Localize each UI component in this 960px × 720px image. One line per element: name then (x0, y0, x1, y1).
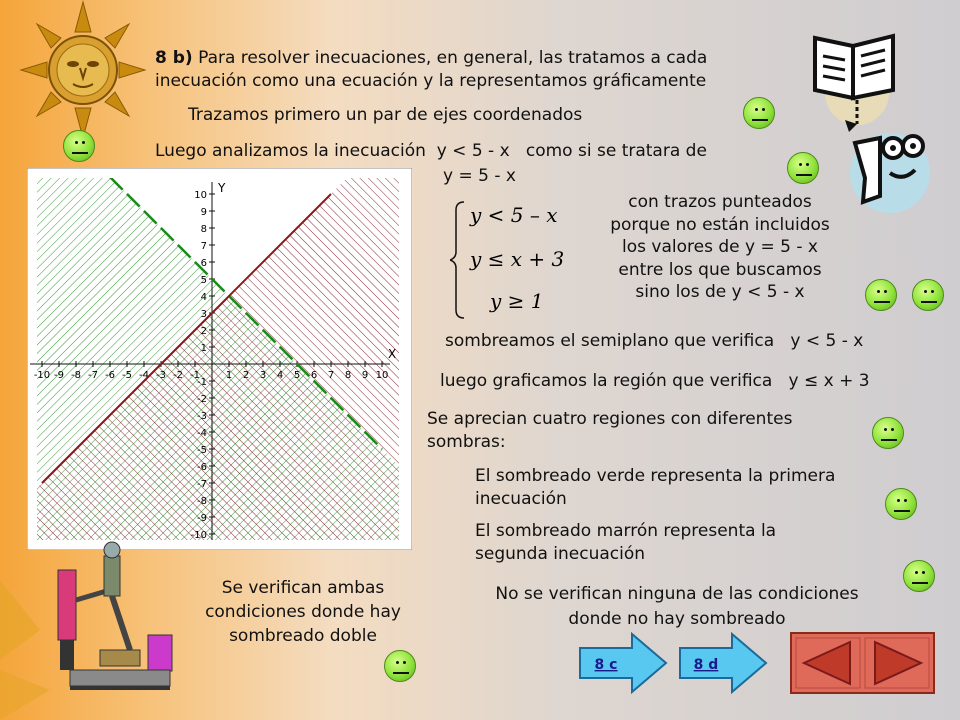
brown-region-line-1: El sombreado marrón representa la (475, 521, 777, 541)
shade-step-text: sombreamos el semiplano que verifica (445, 331, 775, 351)
dotted-note-line: porque no están incluidos (610, 214, 830, 235)
y-tick-label: -8 (197, 496, 207, 507)
dotted-note-line: los valores de y = 5 - x (622, 237, 818, 257)
shade-step (445, 330, 863, 352)
double-shade-note (188, 576, 418, 648)
y-tick-label: -7 (197, 479, 207, 490)
x-tick-label: 5 (293, 370, 301, 381)
header-line-1 (155, 47, 707, 69)
double-shade-line: sombreado doble (229, 626, 377, 646)
y-tick-label: 10 (194, 190, 207, 201)
y-tick-label: 5 (200, 275, 207, 286)
regions-line-1: Se aprecian cuatro regiones con diferentes (427, 409, 793, 429)
x-tick-label: 6 (310, 370, 318, 381)
prev-arrow-button[interactable] (796, 638, 860, 688)
analyze-prefix: Luego analizamos la inecuación (155, 141, 426, 161)
y-tick-label: 8 (200, 224, 207, 235)
x-tick-label: 4 (276, 370, 284, 381)
sun-icon (18, 0, 148, 150)
graph-step-inequality: y ≤ x + 3 (788, 371, 870, 391)
double-shade-line: Se verifican ambas (221, 578, 385, 598)
graph-step (440, 370, 870, 392)
inequality-system (450, 196, 580, 324)
dotted-note-line: entre los que buscamos (618, 259, 822, 280)
smiley-icon[interactable] (903, 560, 935, 592)
smiley-icon[interactable] (63, 130, 95, 162)
system-eq-2: y ≤ x + 3 (470, 247, 565, 271)
x-tick-label: -3 (156, 370, 166, 381)
shade-step-inequality: y < 5 - x (790, 331, 864, 351)
x-tick-label: -5 (122, 370, 132, 381)
y-tick-label: -3 (197, 411, 207, 422)
smiley-icon[interactable] (872, 417, 904, 449)
smiley-icon[interactable] (885, 488, 917, 520)
y-tick-label: 9 (200, 207, 207, 218)
book-icon (805, 28, 905, 128)
x-tick-label: 2 (242, 370, 250, 381)
x-tick-label: 8 (344, 370, 352, 381)
nav-prev-next-panel (790, 632, 935, 694)
smiley-icon[interactable] (865, 279, 897, 311)
step-axes: Trazamos primero un par de ejes coordenados (188, 105, 583, 125)
green-region-line-1: El sombreado verde representa la primera (475, 466, 836, 486)
dotted-note-line: con trazos punteados (628, 192, 812, 212)
x-tick-label: 9 (361, 370, 369, 381)
y-tick-label: -2 (197, 394, 207, 405)
graph-step-text: luego graficamos la región que verifica (440, 371, 773, 391)
y-tick-label: -5 (197, 445, 207, 456)
y-tick-label: 7 (200, 241, 207, 252)
regions-line-2: sombras: (427, 432, 506, 452)
x-tick-label: 10 (375, 370, 389, 381)
inequality-graph (27, 168, 412, 550)
robot-icon (0, 520, 180, 720)
x-tick-label: 1 (225, 370, 233, 381)
smiley-icon[interactable] (743, 97, 775, 129)
nav-8c-label: 8 c (594, 657, 618, 673)
analyze-inequality: y < 5 - x (436, 141, 510, 161)
step-analyze (155, 140, 707, 162)
y-tick-label: 2 (200, 326, 207, 337)
system-eq-1: y < 5 – x (470, 203, 558, 227)
x-tick-label: -10 (33, 370, 51, 381)
x-tick-label: -8 (71, 370, 81, 381)
y-tick-label: 3 (200, 309, 207, 320)
smiley-icon[interactable] (787, 152, 819, 184)
y-axis-label: Y (218, 181, 226, 195)
system-eq-3: y ≥ 1 (490, 289, 544, 313)
next-arrow-button[interactable] (865, 638, 929, 688)
x-tick-label: -4 (139, 370, 149, 381)
x-tick-label: -1 (190, 370, 200, 381)
y-tick-label: -10 (190, 530, 207, 541)
brown-region-line-2: segunda inecuación (475, 544, 646, 564)
header-line-2: inecuación como una ecuación y la representamos gráficamente (155, 71, 707, 91)
no-shade-line-1: No se verifican ninguna de las condiciones (495, 584, 859, 604)
y-tick-label: 1 (200, 343, 207, 354)
analyze-suffix: como si se tratara de (525, 141, 707, 161)
y-tick-label: -9 (197, 513, 207, 524)
x-axis-label: X (388, 347, 397, 361)
y-tick-label: 6 (200, 258, 207, 269)
nav-8c-button[interactable] (578, 632, 668, 694)
y-tick-label: 4 (200, 292, 207, 303)
x-tick-label: -2 (173, 370, 183, 381)
x-tick-label: -7 (88, 370, 98, 381)
nav-8d-button[interactable] (678, 632, 768, 694)
y-tick-label: -4 (197, 428, 207, 439)
y-tick-label: -1 (197, 377, 207, 388)
x-tick-label: 7 (327, 370, 335, 381)
equation-line: y = 5 - x (443, 166, 516, 186)
header-line-1-text: Para resolver inecuaciones, en general, las tratamos a cada (198, 48, 708, 68)
exercise-number: 8 b) (155, 48, 193, 68)
y-tick-label: -6 (197, 462, 207, 473)
dotted-note-line: sino los de y < 5 - x (635, 282, 805, 302)
smiley-icon[interactable] (384, 650, 416, 682)
no-shade-line-2: donde no hay sombreado (568, 609, 786, 629)
double-shade-line: condiciones donde hay (205, 602, 401, 622)
green-region-line-2: inecuación (475, 489, 567, 509)
dotted-note (590, 191, 850, 304)
smiley-icon[interactable] (912, 279, 944, 311)
nav-8d-label: 8 d (693, 657, 719, 673)
x-tick-label: -9 (54, 370, 64, 381)
x-tick-label: 3 (259, 370, 267, 381)
x-tick-label: -6 (105, 370, 115, 381)
